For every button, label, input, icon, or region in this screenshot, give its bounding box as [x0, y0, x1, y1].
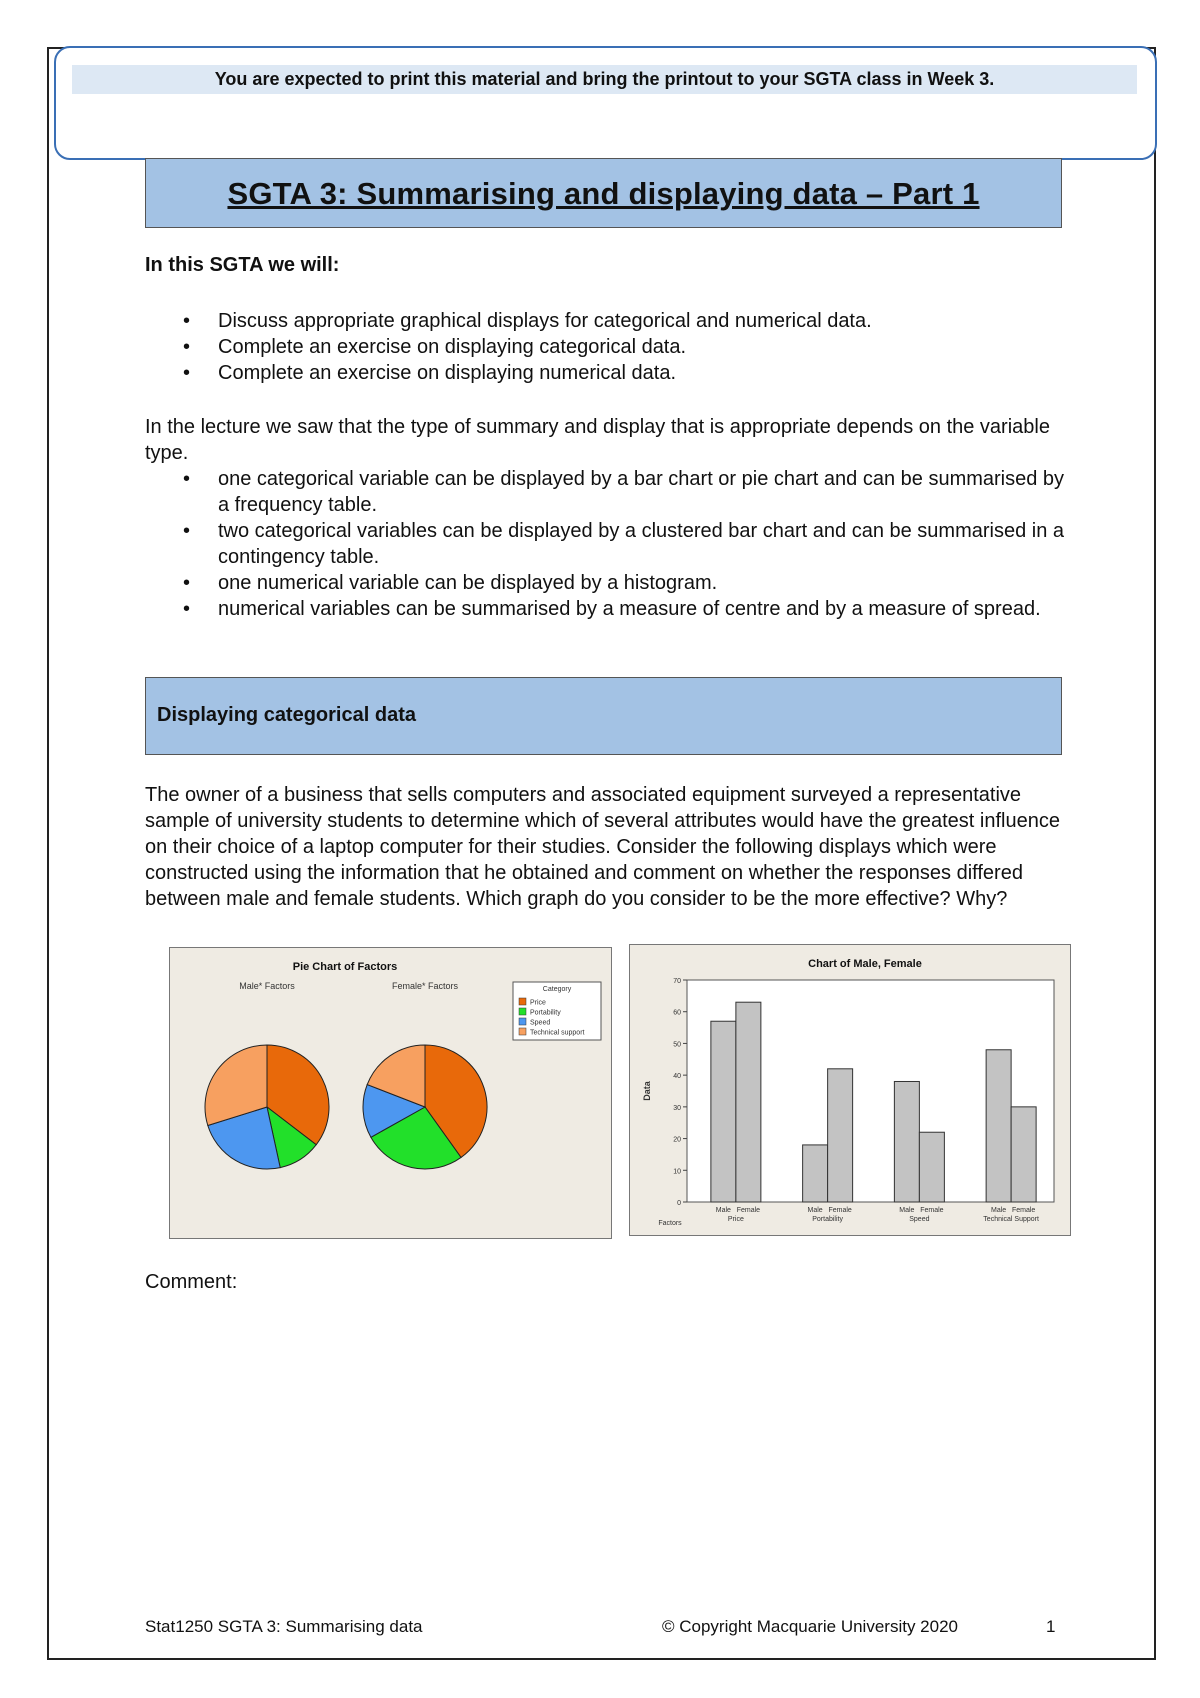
x-series-label: Female [828, 1207, 852, 1214]
notice-box [54, 46, 1157, 160]
pie-label-female: Female* Factors [391, 981, 459, 991]
list-item: • one numerical variable can be displayed by a histogram. [145, 570, 1065, 596]
bar-female-speed [919, 1132, 944, 1202]
y-tick-label: 60 [673, 1009, 681, 1017]
page-title: SGTA 3: Summarising and displaying data – Part 1 [227, 176, 980, 211]
legend-item: Portability [530, 1009, 561, 1017]
title-box [145, 158, 1062, 228]
bar-x-labels [716, 1207, 1039, 1223]
x-series-label: Female [1011, 1207, 1036, 1214]
bar-chart-title: Chart of Male, Female [808, 958, 922, 970]
bar-female-price [736, 1002, 761, 1202]
bar-y-ticks [673, 978, 687, 1207]
intro-list [145, 308, 1065, 386]
bar-female-portability [828, 1069, 853, 1202]
section-heading-box [145, 677, 1062, 755]
footer-copyright: © Copyright Macquarie University 2020 [662, 1617, 958, 1636]
pie-chart-title: Pie Chart of Factors [292, 961, 398, 973]
pie-male [205, 1045, 329, 1169]
legend-swatch [519, 1008, 526, 1015]
y-tick-label: 50 [673, 1041, 681, 1049]
comment-label: Comment: [145, 1271, 238, 1293]
y-tick-label: 30 [673, 1104, 681, 1112]
x-series-label: Male [715, 1207, 731, 1214]
pie-female [363, 1045, 487, 1169]
bar-male-price [711, 1021, 736, 1202]
legend-item: Price [530, 999, 546, 1007]
exercise-paragraph: The owner of a business that sells computers and associated equipment surveyed a representative sample of university students to determine which of several attributes would have the greatest influence on their choice of a laptop computer for their studies. Consider the following displays which were constructed using the information that he obtained and comment on whether the responses differed between male and female students. Which graph do you consider to be the more effective? Why? [145, 784, 1060, 910]
x-group-label: Technical Support [983, 1216, 1039, 1223]
bar-female-technical-support [1011, 1107, 1036, 1202]
x-series-label: Male [899, 1207, 915, 1214]
x-group-label: Portability [812, 1216, 843, 1223]
list-item: • Complete an exercise on displaying numerical data. [145, 360, 1065, 386]
y-tick-label: 20 [673, 1136, 681, 1144]
notice-text: You are expected to print this material and bring the printout to your SGTA class in Week 3. [72, 65, 1137, 94]
footer-page-number: 1 [1046, 1617, 1056, 1636]
intro-heading: In this SGTA we will: [145, 254, 340, 276]
legend-title: Category [542, 986, 572, 993]
x-group-label: Price [727, 1216, 744, 1223]
list-item: • one categorical variable can be displayed by a bar chart or pie chart and can be summarised by a frequency table. [145, 466, 1065, 518]
x-group-label: Speed [909, 1216, 930, 1223]
bar-chart-figure [629, 944, 1071, 1236]
bar-male-portability [803, 1145, 828, 1202]
list-item: • Discuss appropriate graphical displays for categorical and numerical data. [145, 308, 1065, 334]
bar-male-technical-support [986, 1050, 1011, 1202]
y-tick-label: 0 [677, 1200, 681, 1207]
list-item: • numerical variables can be summarised by a measure of centre and by a measure of spread. [145, 596, 1065, 622]
bar-x-axis-label: Factors [658, 1220, 682, 1227]
bar-y-axis-label: Data [642, 1081, 652, 1101]
legend-swatch [519, 998, 526, 1005]
y-tick-label: 10 [673, 1168, 681, 1176]
x-series-label: Male [991, 1207, 1007, 1214]
legend-item: Technical support [530, 1029, 585, 1037]
lecture-paragraph: In the lecture we saw that the type of summary and display that is appropriate depends on the variable type. [145, 416, 1050, 464]
pie-label-male: Male* Factors [239, 981, 295, 991]
footer-course: Stat1250 SGTA 3: Summarising data [145, 1617, 423, 1636]
pie-chart-svg [170, 948, 610, 1237]
legend-swatch [519, 1018, 526, 1025]
x-series-label: Female [736, 1207, 761, 1214]
section-heading: Displaying categorical data [157, 704, 416, 726]
x-series-label: Male [807, 1207, 823, 1214]
y-tick-label: 40 [673, 1073, 681, 1081]
x-series-label: Female [920, 1207, 944, 1214]
pie-chart-figure [169, 947, 612, 1239]
pie-legend [513, 982, 601, 1040]
legend-swatch [519, 1028, 526, 1035]
y-tick-label: 70 [673, 978, 681, 985]
bar-chart-svg [630, 945, 1069, 1234]
list-item: • two categorical variables can be displayed by a clustered bar chart and can be summarised in a contingency table. [145, 518, 1065, 570]
lecture-list [145, 466, 1065, 622]
list-item: • Complete an exercise on displaying categorical data. [145, 334, 1065, 360]
bar-male-speed [894, 1081, 919, 1202]
legend-item: Speed [530, 1019, 551, 1027]
